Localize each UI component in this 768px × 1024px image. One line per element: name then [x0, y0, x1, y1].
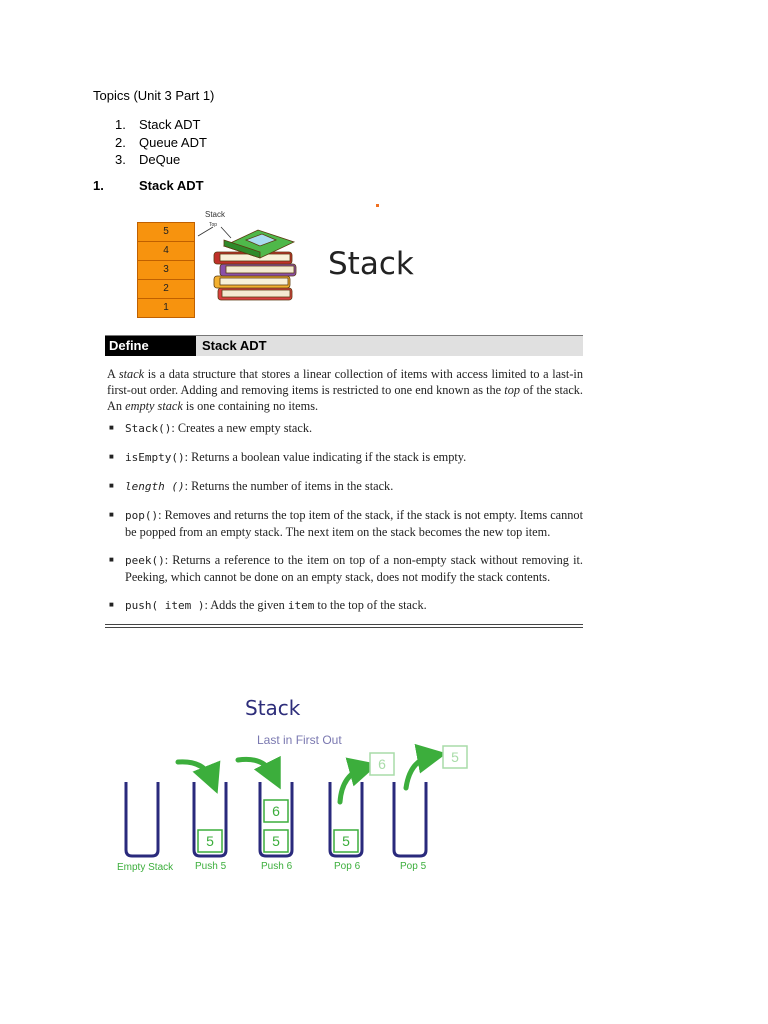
stack-cell: 5: [137, 222, 195, 242]
lifo-diagram: [100, 740, 490, 870]
bullet-icon: ■: [109, 481, 114, 490]
item-value: 6: [272, 803, 280, 819]
diagram-subtitle: Last in First Out: [257, 733, 342, 747]
item-value: 5: [342, 833, 350, 849]
operation-item: ■ peek(): Returns a reference to the item on top of a non-empty stack without removing it. Peeking, which cannot be done on an empty stack, does not modify the stack contents.: [105, 552, 583, 585]
label-pop6: Pop 6: [334, 861, 361, 872]
arrow-pop6: [340, 768, 364, 802]
arrow-push6: [238, 759, 274, 776]
item-value: 5: [451, 749, 459, 765]
container-empty: [126, 782, 158, 856]
topics-title: Topics (Unit 3 Part 1): [93, 88, 215, 103]
list-item: 1. Stack ADT: [115, 117, 201, 132]
stack-cell: 4: [137, 242, 195, 261]
label-push6: Push 6: [261, 861, 293, 872]
list-item: 3. DeQue: [115, 152, 181, 167]
label-pop5: Pop 5: [400, 861, 427, 872]
list-item: 2. Queue ADT: [115, 134, 207, 150]
container-pop5: [394, 782, 426, 856]
orange-dot: [376, 204, 379, 207]
stack-label: Stack: [205, 210, 226, 219]
label-push5: Push 5: [195, 861, 227, 872]
section-heading: 1. Stack ADT: [93, 178, 204, 193]
definition-rule: [105, 624, 583, 628]
item-value: 6: [378, 756, 386, 772]
books-icon: [210, 226, 306, 306]
operation-item: ■ pop(): Removes and returns the top item of the stack, if the stack is not empty. Items cannot be popped from an empty stack. The next item on the stack becomes the new top item.: [105, 507, 583, 540]
item-value: 5: [206, 833, 214, 849]
bullet-icon: ■: [109, 600, 114, 609]
topic-list: [115, 116, 207, 169]
arrow-pop5: [406, 756, 432, 788]
stack-illustration: [137, 222, 195, 318]
definition-title: Stack ADT: [196, 336, 583, 356]
bullet-icon: ■: [109, 510, 114, 519]
bullet-icon: ■: [109, 423, 114, 432]
define-tag: Define: [105, 336, 196, 356]
top-label: Top: [209, 222, 218, 228]
operation-item: ■ push( item ): Adds the given item to the top of the stack.: [105, 597, 583, 614]
diagram-title: Stack: [245, 696, 301, 720]
definition-intro: A stack is a data structure that stores a linear collection of items with access limited to a last-in first-out order. Adding and removing items is restricted to one end known as the top of the stack. An empty stack is one containing no items.: [107, 367, 583, 413]
stack-cell: 3: [137, 261, 195, 280]
operation-item: ■ isEmpty(): Returns a boolean value indicating if the stack is empty.: [105, 449, 583, 466]
stack-cell: 1: [137, 299, 195, 318]
stack-cell: 2: [137, 280, 195, 299]
arrow-push5: [178, 762, 212, 780]
definition-box: [105, 335, 583, 628]
operation-item: ■ Stack(): Creates a new empty stack.: [105, 420, 583, 437]
definition-header: [105, 335, 583, 356]
stack-heading: Stack: [328, 246, 414, 282]
label-empty-stack: Empty Stack: [117, 862, 174, 873]
operation-item: ■ length (): Returns the number of items in the stack.: [105, 478, 583, 495]
bullet-icon: ■: [109, 555, 114, 564]
bullet-icon: ■: [109, 452, 114, 461]
item-value: 5: [272, 833, 280, 849]
